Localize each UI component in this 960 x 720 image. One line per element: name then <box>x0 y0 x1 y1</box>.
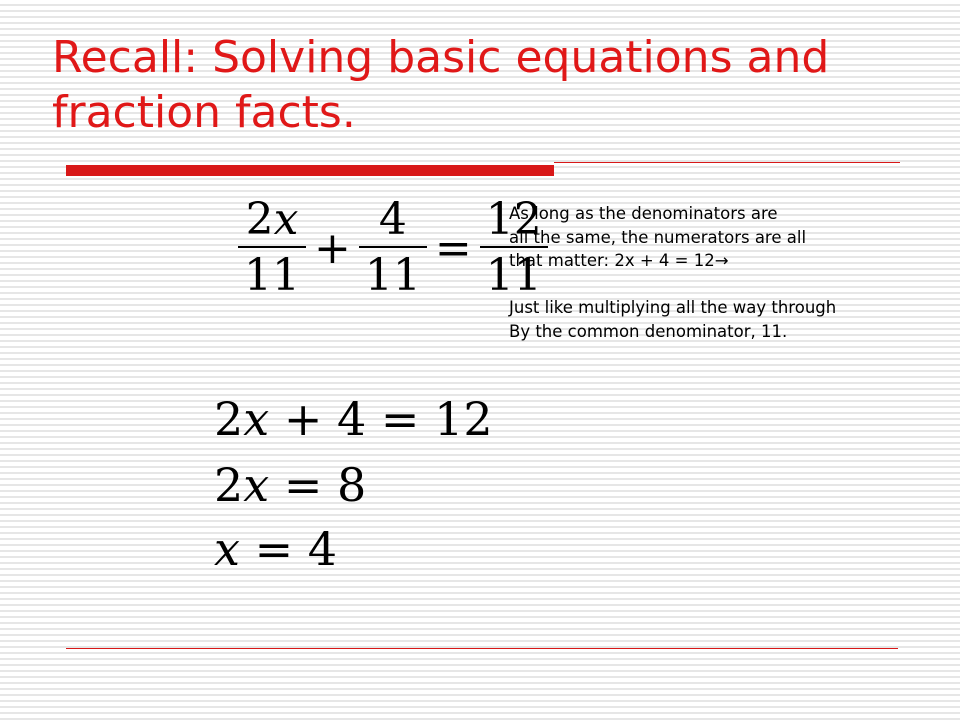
note-line-5: Just like multiplying all the way through <box>509 298 837 317</box>
step-1-rest: + 4 = 12 <box>269 392 493 446</box>
term-1-variable: x <box>273 194 299 245</box>
slide-title <box>52 30 912 140</box>
step-3-rest: = 4 <box>239 522 338 576</box>
fraction-term-1 <box>238 194 306 301</box>
bottom-divider <box>66 648 898 649</box>
fraction-rhs-numerator: 12 <box>485 194 542 245</box>
step-1-variable: x <box>243 392 270 446</box>
title-underline-thick <box>66 165 554 176</box>
solution-step-2 <box>214 458 367 512</box>
step-3-variable: x <box>214 522 240 576</box>
step-1-coefficient: 2 <box>214 392 244 446</box>
fraction-term-2-denominator: 11 <box>359 246 427 298</box>
step-2-rest: = 8 <box>269 458 367 512</box>
note-line-3: that matter: 2x + 4 = 12→ <box>509 251 729 270</box>
title-line-1: Recall: Solving basic equations and <box>52 32 830 83</box>
note-line-4 <box>509 273 959 297</box>
note-line-2: all the same, the numerators are all <box>509 227 807 247</box>
step-2-variable: x <box>243 458 270 512</box>
title-underline-thin <box>554 162 900 163</box>
fraction-term-1-numerator <box>240 194 305 246</box>
fraction-term-2-numerator: 4 <box>378 194 407 245</box>
fraction-term-2 <box>359 194 427 301</box>
explanation-note <box>509 202 959 343</box>
note-line-6: By the common denominator, 11. <box>509 321 788 341</box>
plus-sign: + <box>314 222 351 274</box>
equals-sign: = <box>434 222 472 274</box>
fraction-rhs-denominator: 11 <box>480 246 548 298</box>
term-1-coefficient: 2 <box>245 194 274 245</box>
solution-step-3 <box>214 522 338 576</box>
solution-step-1 <box>214 392 493 446</box>
note-line-1: As long as the denominators are <box>509 204 778 223</box>
step-2-coefficient: 2 <box>214 458 244 512</box>
title-line-2: fraction facts. <box>52 87 356 138</box>
fraction-term-1-denominator: 11 <box>238 246 306 298</box>
fraction-equation <box>238 194 548 301</box>
